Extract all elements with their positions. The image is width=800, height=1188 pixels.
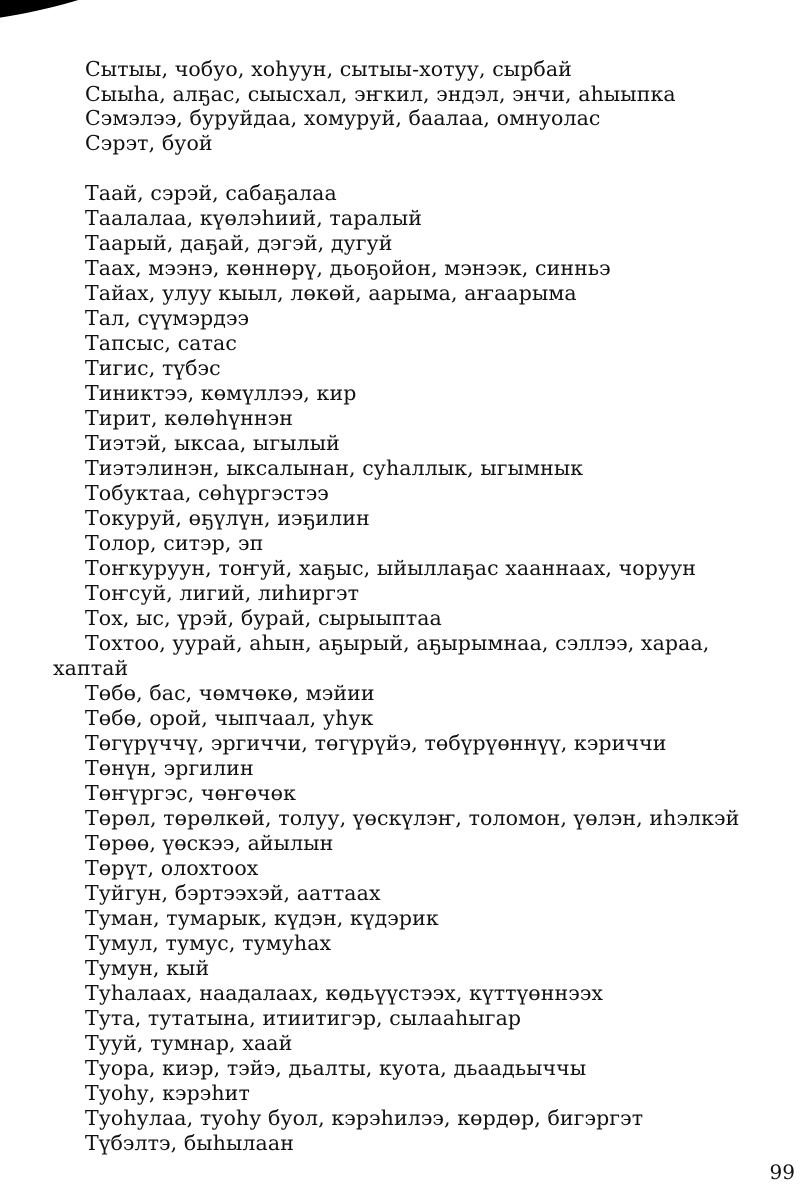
text-line: Тоҥкуруун, тоҥуй, хаҕыс, ыйыллаҕас хааннаах, чоруун bbox=[85, 556, 697, 580]
text-line: Тохтоо, уурай, аһын, аҕырый, аҕырымнаа, сэллээ, хараа, bbox=[85, 631, 710, 655]
text-line: Төрүт, олохтоох bbox=[85, 856, 259, 880]
text-line: Таай, сэрэй, сабаҕалаа bbox=[85, 181, 337, 205]
text-line: Сэрэт, буой bbox=[85, 131, 213, 155]
text-line: Туйгун, бэртээхэй, ааттаах bbox=[85, 881, 381, 905]
text-line: Тигис, түбэс bbox=[85, 356, 221, 380]
text-line: Сэмэлээ, буруйдаа, хомуруй, баалаа, омнуолас bbox=[85, 106, 601, 130]
text-line: Туора, киэр, тэйэ, дьалты, куота, дьаадьыччы bbox=[85, 1056, 587, 1080]
text-line: Токуруй, өҕүлүн, иэҕилин bbox=[85, 506, 370, 530]
text-line: Тумул, тумус, тумуһах bbox=[85, 931, 332, 955]
text-line: Тапсыс, сатас bbox=[85, 331, 237, 355]
text-line: Түбэлтэ, быһылаан bbox=[85, 1131, 294, 1155]
text-line: Сыыһа, алҕас, сыысхал, эҥкил, эндэл, энчи, аһыыпка bbox=[85, 82, 676, 106]
text-line: Таарый, даҕай, дэгэй, дугуй bbox=[85, 231, 393, 255]
scan-edge-shadow bbox=[0, 0, 186, 19]
text-line: Тиэтэлинэн, ыксалынан, суһаллык, ыгымнык bbox=[85, 456, 584, 480]
text-line: Тобуктаа, сөһүргэстээ bbox=[85, 481, 329, 505]
text-line: Туман, тумарык, күдэн, күдэрик bbox=[85, 906, 439, 930]
text-line: Толор, ситэр, эп bbox=[85, 531, 264, 555]
text-line: Төбө, бас, чөмчөкө, мэйии bbox=[85, 681, 375, 705]
text-line: Тумун, кый bbox=[85, 956, 210, 980]
text-line: Төнүн, эргилин bbox=[85, 756, 254, 780]
text-line: Төҥүргэс, чөҥөчөк bbox=[85, 781, 297, 805]
text-line: Төгүрүччү, эргиччи, төгүрүйэ, төбүрүөннүү, кэриччи bbox=[85, 731, 667, 755]
text-line: Тох, ыс, үрэй, бурай, сырыыптаа bbox=[85, 606, 442, 630]
text-line: Тирит, көлөһүннэн bbox=[85, 406, 293, 430]
text-line: Тууй, тумнар, хаай bbox=[85, 1031, 293, 1055]
text-line: Тал, сүүмэрдээ bbox=[85, 306, 250, 330]
text-line: Төрөө, үөскээ, айылын bbox=[85, 831, 334, 855]
text-line: Төрөл, төрөлкөй, толуу, үөскүлэҥ, толомон, үөлэн, иһэлкэй bbox=[85, 806, 740, 830]
text-line: Таалалаа, күөлэһиий, таралый bbox=[85, 206, 423, 230]
text-line-continuation: хаптай bbox=[53, 656, 129, 680]
text-line: Төбө, орой, чыпчаал, уһук bbox=[85, 706, 374, 730]
text-line: Сытыы, чобуо, хоһуун, сытыы-хотуу, сырбай bbox=[85, 57, 572, 81]
text-line: Туһалаах, наадалаах, көдьүүстээх, күттүөннээх bbox=[85, 981, 604, 1005]
text-line: Тайах, улуу кыыл, лөкөй, аарыма, аҥаарыма bbox=[85, 281, 577, 305]
text-line: Тиэтэй, ыксаа, ыгылый bbox=[85, 431, 340, 455]
page-number: 99 bbox=[769, 1160, 795, 1184]
text-line: Туоһу, кэрэһит bbox=[85, 1081, 250, 1105]
text-line: Тута, тутатына, итиитигэр, сылааһыгар bbox=[85, 1006, 522, 1030]
text-line: Туоһулаа, туоһу буол, кэрэһилээ, көрдөр, бигэргэт bbox=[85, 1106, 644, 1130]
text-line: Тоҥсуй, лигий, лиһиргэт bbox=[85, 581, 360, 605]
text-line: Тиниктээ, көмүллээ, кир bbox=[85, 381, 357, 405]
text-line: Таах, мээнэ, көннөрү, дьоҕойон, мэнээк, синньэ bbox=[85, 256, 611, 280]
